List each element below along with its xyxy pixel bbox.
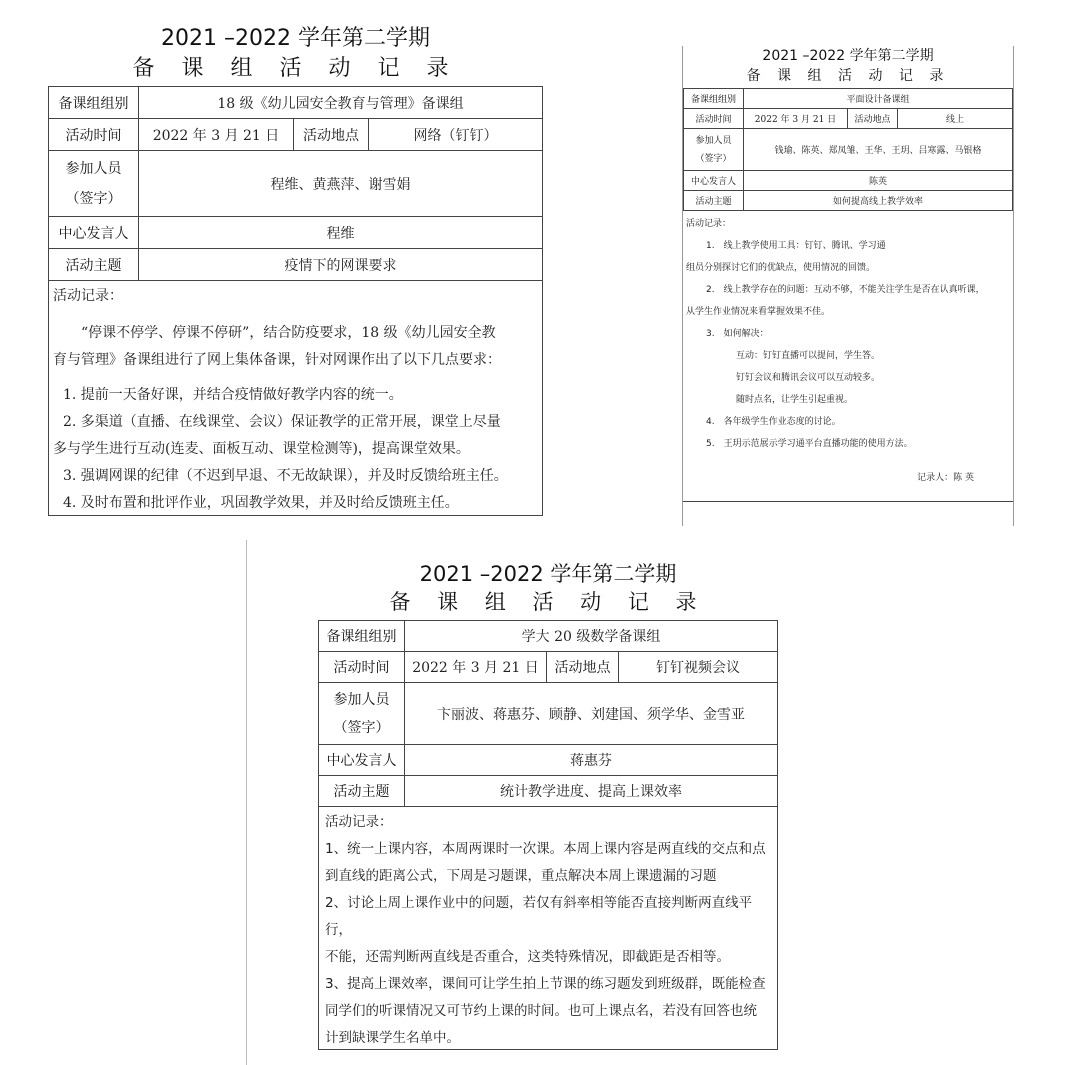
theme-label: 活动主题 (319, 776, 405, 807)
document-page-edge (246, 540, 247, 1065)
theme-label: 活动主题 (49, 249, 139, 281)
activity-record-box (683, 211, 1013, 502)
record-line: 钉钉会议和腾讯会议可以互动较多。 (736, 373, 881, 383)
record-line: 计到缺课学生名单中。 (325, 1030, 460, 1046)
document-subtitle: 备 课 组 活 动 记 录 (389, 590, 707, 614)
record-line: 2. 线上教学存在的问题：互动不够，不能关注学生是否在认真听课， (706, 285, 985, 295)
time-label: 活动时间 (319, 652, 405, 683)
record-line: 组员分别探讨它们的优缺点，使用情况的回馈。 (686, 263, 876, 273)
participants-label-line-1: 参加人员 (333, 691, 390, 708)
place-value: 线上 (898, 109, 1013, 129)
group-value: 学大 20 级数学备课组 (405, 621, 778, 652)
record-line: 随时点名，让学生引起重视。 (736, 395, 854, 405)
theme-label: 活动主题 (684, 191, 744, 211)
speaker-label: 中心发言人 (684, 171, 744, 191)
record-info-table (683, 88, 1013, 211)
record-line: 从学生作业情况来看掌握效果不佳。 (686, 307, 831, 317)
activity-record-box (48, 281, 543, 516)
document-title: 2021 –2022 学年第二学期 (161, 26, 430, 51)
time-value: 2022 年 3 月 21 日 (744, 109, 848, 129)
place-label: 活动地点 (294, 119, 369, 151)
record-label: 活动记录： (53, 288, 123, 304)
participants-label-line-2: （签字） (65, 190, 122, 207)
record-line: 3. 如何解决： (706, 329, 769, 339)
record-line: “停课不停学、停课不停研”，结合防疫要求，18 级《幼儿园安全教 (81, 325, 496, 341)
time-value: 2022 年 3 月 21 日 (139, 119, 294, 151)
participants-value: 卞丽波、蒋惠芬、顾静、刘建国、须学华、金雪亚 (405, 683, 778, 745)
record-line: 1. 提前一天备好课，并结合疫情做好教学内容的统一。 (63, 387, 403, 403)
document-subtitle: 备 课 组 活 动 记 录 (132, 56, 459, 81)
record-line: 4. 各年级学生作业态度的讨论。 (706, 417, 841, 427)
record-line: 5. 王玥示范展示学习通平台直播功能的使用方法。 (706, 439, 913, 449)
record-label: 活动记录： (325, 814, 393, 830)
place-label: 活动地点 (547, 652, 619, 683)
record-line: 3、提高上课效率，课间可让学生拍上节课的练习题发到班级群，既能检查 (325, 976, 766, 992)
speaker-label: 中心发言人 (319, 745, 405, 776)
theme-value: 如何提高线上教学效率 (744, 191, 1013, 211)
speaker-value: 陈英 (744, 171, 1013, 191)
record-line: 1. 线上教学使用工具：钉钉、腾讯、学习通 (706, 241, 886, 251)
participants-label-line-2: （签字） (333, 719, 390, 736)
theme-value: 疫情下的网课要求 (139, 249, 543, 281)
place-value: 钉钉视频会议 (619, 652, 778, 683)
document-subtitle: 备 课 组 活 动 记 录 (746, 68, 950, 84)
record-line: 不能，还需判断两直线是否重合，这类特殊情况，即截距是否相等。 (325, 949, 730, 965)
theme-value: 统计教学进度、提高上课效率 (405, 776, 778, 807)
record-line: 4. 及时布置和批评作业，巩固教学效果，并及时给反馈班主任。 (63, 495, 459, 511)
participants-label-line-2: （签字） (695, 153, 732, 164)
place-value: 网络（钉钉） (369, 119, 543, 151)
activity-record-document-1 (48, 24, 543, 524)
record-line: 互动：钉钉直播可以提问，学生答。 (736, 351, 881, 361)
record-line: 2、讨论上周上课作业中的问题，若仅有斜率相等能否直接判断两直线平行， (325, 895, 753, 938)
participants-label (49, 151, 139, 217)
record-line: 多与学生进行互动(连麦、面板互动、课堂检测等)，提高课堂效果。 (53, 441, 470, 457)
participants-label-line-1: 参加人员 (65, 160, 122, 177)
participants-label (319, 683, 405, 745)
time-value: 2022 年 3 月 21 日 (405, 652, 547, 683)
record-info-table (48, 86, 543, 281)
record-info-table (318, 620, 778, 807)
record-line: 1、统一上课内容，本周两课时一次课。本周上课内容是两直线的交点和点 (325, 841, 766, 857)
group-value: 18 级《幼儿园安全教育与管理》备课组 (139, 87, 543, 119)
time-label: 活动时间 (684, 109, 744, 129)
speaker-value: 程维 (139, 217, 543, 249)
recorder-signature: 记录人：陈 英 (917, 473, 974, 483)
time-label: 活动时间 (49, 119, 139, 151)
document-title: 2021 –2022 学年第二学期 (419, 562, 677, 586)
group-value: 平面设计备课组 (744, 89, 1013, 109)
record-label: 活动记录： (686, 219, 732, 229)
participants-value: 钱瑜、陈英、郑凤雏、王华、王玥、吕寒露、马银格 (744, 129, 1013, 171)
document-title: 2021 –2022 学年第二学期 (762, 48, 934, 64)
speaker-value: 蒋惠芬 (405, 745, 778, 776)
group-label: 备课组组别 (684, 89, 744, 109)
place-label: 活动地点 (848, 109, 898, 129)
record-line: 同学们的听课情况又可节约上课的时间。也可上课点名，若没有回答也统 (325, 1003, 757, 1019)
record-line: 育与管理》备课组进行了网上集体备课，针对网课作出了以下几点要求： (53, 352, 501, 368)
participants-value: 程维、黄燕萍、谢雪娟 (139, 151, 543, 217)
group-label: 备课组组别 (49, 87, 139, 119)
activity-record-document-2 (682, 46, 1014, 526)
participants-label-line-1: 参加人员 (695, 135, 732, 146)
record-line: 3. 强调网课的纪律（不迟到早退、不无故缺课），并及时反馈给班主任。 (63, 468, 508, 484)
activity-record-box (318, 807, 778, 1050)
speaker-label: 中心发言人 (49, 217, 139, 249)
group-label: 备课组组别 (319, 621, 405, 652)
record-line: 2. 多渠道（直播、在线课堂、会议）保证教学的正常开展，课堂上尽量 (63, 414, 501, 430)
record-line: 到直线的距离公式，下周是习题课，重点解决本周上课遗漏的习题 (325, 868, 717, 884)
participants-label (684, 129, 744, 171)
activity-record-document-3 (318, 560, 778, 1060)
